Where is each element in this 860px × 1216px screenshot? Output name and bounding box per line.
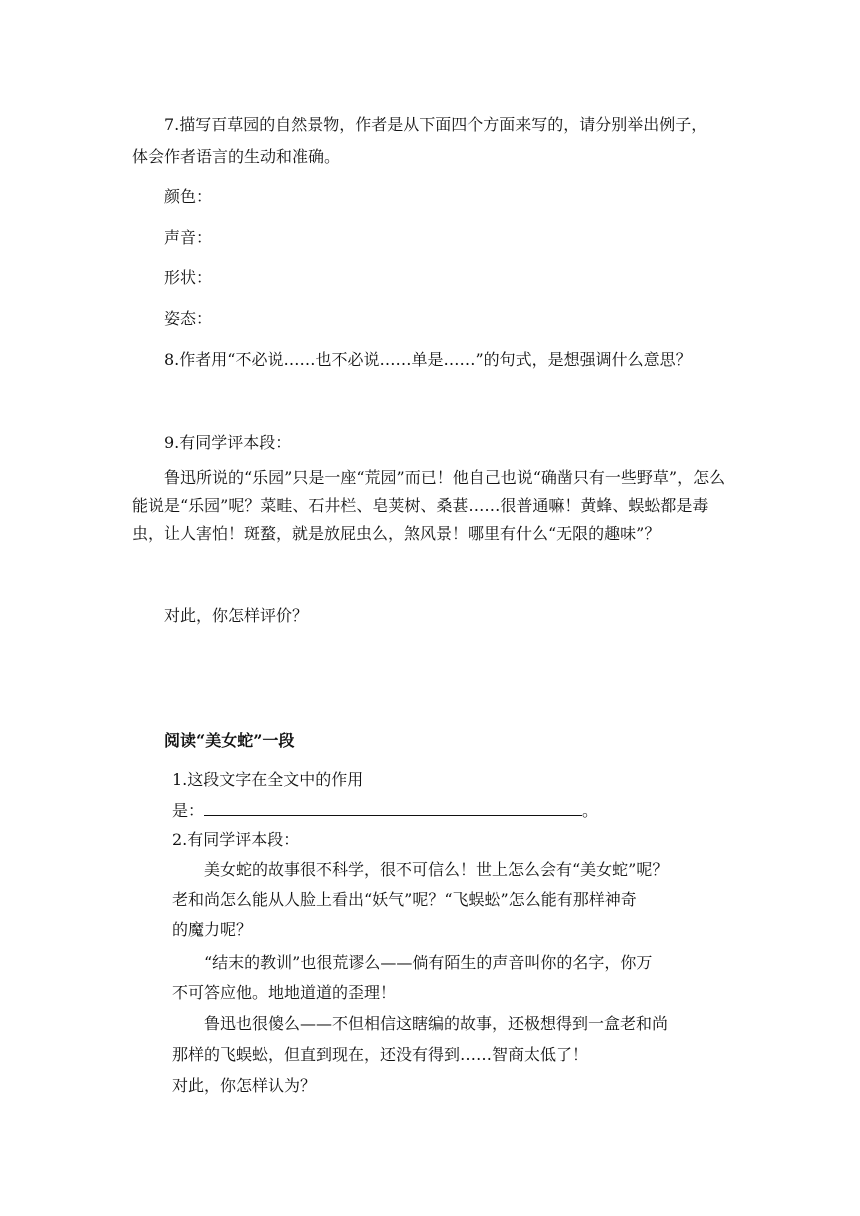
q7-pose-label: 姿态：: [164, 309, 213, 328]
reading-ask: 对此，你怎样认为？: [172, 1076, 317, 1095]
q7-sound-label: 声音：: [164, 228, 213, 247]
reading-q2-title: 2.有同学评本段：: [172, 830, 300, 849]
reading-p3-line-1: 鲁迅也很傻么——不但相信这瞎编的故事，还极想得到一盒老和尚: [204, 1014, 669, 1033]
reading-section-title: 阅读“美女蛇”一段: [164, 731, 295, 750]
q7-shape-label: 形状：: [164, 268, 213, 287]
reading-p1-line-1: 美女蛇的故事很不科学，很不可信么！世上怎么会有“美女蛇”呢？: [204, 860, 669, 879]
reading-p2-line-2: 不可答应他。地地道道的歪理！: [172, 983, 397, 1002]
answer-blank[interactable]: [204, 801, 582, 816]
q7-color-label: 颜色：: [164, 187, 213, 206]
reading-p1-line-2: 老和尚怎么能从人脸上看出“妖气”呢？“飞蜈蚣”怎么能有那样神奇: [172, 890, 637, 909]
reading-p1-line-3: 的魔力呢？: [172, 920, 253, 939]
reading-p2-line-1: “结末的教训”也很荒谬么——倘有陌生的声音叫你的名字，你万: [204, 953, 653, 972]
reading-q1-answer-line: [172, 801, 598, 821]
reading-q1-prefix: 是：: [172, 801, 205, 820]
q9-ask: 对此，你怎样评价？: [164, 606, 309, 625]
reading-q1-line-1: 1.这段文字在全文中的作用: [172, 770, 364, 789]
q9-quote-paragraph: 鲁迅所说的“乐园”只是一座“荒园”而已！他自己也说“确凿只有一些野草”，怎么能说是“乐园”呢？菜畦、石井栏、皂荚树、桑葚……很普通嘛！黄蜂、蜈蚣都是毒虫，让人害怕！斑蝥，就是放屁虫么，煞风景！哪里有什么“无限的趣味”？: [132, 468, 726, 543]
q7-line-1: 7.描写百草园的自然景物，作者是从下面四个方面来写的，请分别举出例子，: [164, 115, 708, 134]
q9-title: 9.有同学评本段：: [164, 433, 292, 452]
q7-line-2: 体会作者语言的生动和准确。: [132, 147, 341, 166]
q8-text: 8.作者用“不必说……也不必说……单是……”的句式，是想强调什么意思？: [164, 350, 692, 369]
reading-p3-line-2: 那样的飞蜈蚣，但直到现在，还没有得到……智商太低了！: [172, 1045, 589, 1064]
reading-q1-suffix: 。: [582, 801, 599, 820]
